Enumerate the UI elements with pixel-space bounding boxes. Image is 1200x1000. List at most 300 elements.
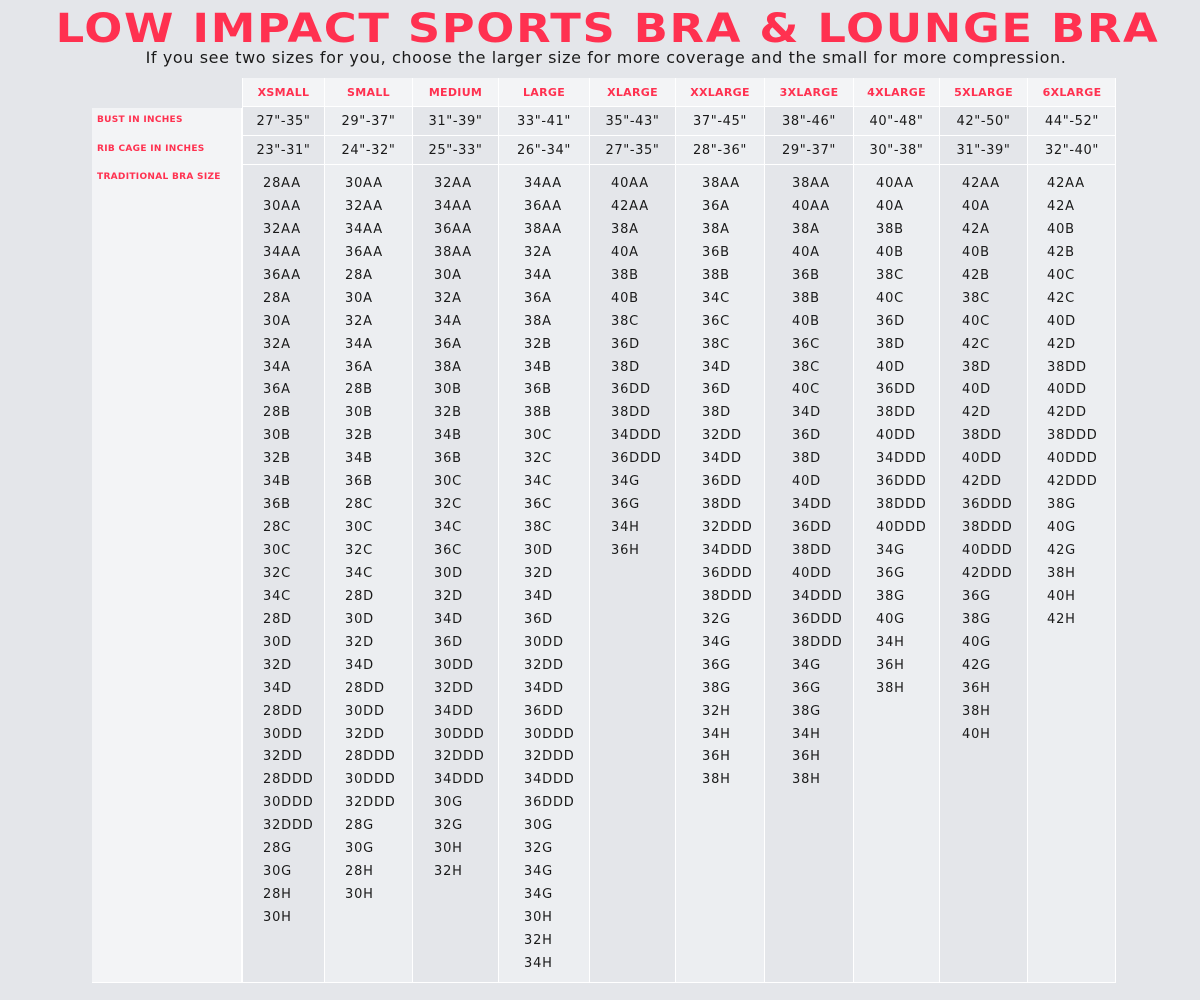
bra-size-item: 32C: [434, 497, 463, 513]
bra-size-item: 32DD: [263, 749, 303, 765]
bra-size-item: 36DD: [792, 520, 832, 536]
bra-size-item: 38H: [792, 772, 821, 788]
bra-size-item: 38C: [962, 290, 991, 306]
bra-size-item: 34G: [524, 887, 554, 903]
bra-size-item: 36A: [434, 336, 462, 352]
bra-size-item: 38DD: [792, 543, 832, 558]
bra-size-item: 40DD: [792, 565, 832, 581]
size-column-4xlarge: [853, 78, 939, 983]
bra-size-item: 38DD: [1047, 359, 1087, 375]
bra-size-item: 42B: [1047, 244, 1075, 260]
bra-size-item: 36DDD: [876, 474, 927, 490]
rib-range: 29"-37": [765, 136, 853, 165]
bra-size-item: 42DD: [962, 474, 1002, 490]
bra-size-item: 30DDD: [263, 795, 314, 811]
bra-size-item: 40DD: [962, 451, 1002, 467]
bra-size-item: 34A: [345, 336, 373, 352]
bra-size-list: [590, 165, 675, 563]
bra-size-list: [499, 165, 589, 976]
size-header: XSMALL: [243, 78, 324, 107]
chart-border-bottom: [92, 982, 1116, 984]
bra-size-item: 36G: [611, 497, 641, 513]
bra-size-item: 40D: [876, 359, 905, 375]
size-header: 5XLARGE: [940, 78, 1027, 107]
size-header: SMALL: [325, 78, 412, 107]
bra-size-item: 36DDD: [962, 497, 1013, 513]
bra-size-item: 36DD: [702, 474, 742, 490]
size-header: MEDIUM: [413, 78, 498, 107]
bra-size-item: 30D: [524, 543, 553, 558]
bra-size-item: 30C: [263, 543, 292, 558]
bra-size-item: 32A: [434, 290, 462, 306]
bra-size-item: 40B: [1047, 221, 1075, 237]
bra-size-item: 30DD: [524, 634, 564, 650]
bra-size-item: 34D: [524, 588, 553, 604]
bra-size-item: 38C: [792, 359, 821, 375]
bra-size-item: 42DD: [1047, 405, 1087, 421]
bra-size-item: 28AA: [263, 176, 301, 191]
bra-size-item: 34DDD: [434, 772, 485, 788]
bra-size-list: [1028, 165, 1116, 632]
bra-size-item: 28DD: [345, 680, 385, 696]
bra-size-item: 36DDD: [792, 611, 843, 627]
bra-size-item: 38A: [611, 221, 639, 237]
bra-size-item: 42C: [962, 336, 991, 352]
bra-size-item: 34H: [792, 726, 821, 742]
bra-size-item: 30D: [434, 565, 463, 581]
size-column-xxlarge: [675, 78, 764, 983]
bra-size-item: 38A: [702, 221, 730, 237]
bust-range: 40"-48": [854, 107, 939, 136]
bra-size-item: 42G: [1047, 543, 1077, 558]
bra-size-item: 30DDD: [524, 726, 575, 742]
bra-size-item: 36DD: [876, 382, 916, 398]
bra-size-item: 34G: [611, 474, 641, 490]
bra-size-item: 40A: [611, 244, 639, 260]
bra-size-item: 36H: [792, 749, 821, 765]
bra-size-list: [765, 165, 853, 792]
bra-size-item: 30G: [345, 841, 375, 857]
bra-size-item: 38DDD: [876, 497, 927, 513]
bra-size-item: 34DDD: [792, 588, 843, 604]
bra-size-item: 36AA: [263, 267, 301, 283]
bra-size-item: 34G: [702, 634, 732, 650]
bra-size-item: 36AA: [345, 244, 383, 260]
bra-size-item: 38DDD: [792, 634, 843, 650]
bra-size-item: 40G: [1047, 520, 1077, 536]
bra-size-item: 36B: [524, 382, 552, 398]
bra-size-item: 30B: [434, 382, 462, 398]
bra-size-item: 40AA: [792, 198, 830, 214]
bra-size-item: 38C: [702, 336, 731, 352]
bra-size-item: 40C: [962, 313, 991, 329]
bra-size-item: 42AA: [962, 176, 1000, 191]
bra-size-item: 40DDD: [962, 543, 1013, 558]
bra-size-item: 36D: [524, 611, 553, 627]
bra-size-item: 34AA: [263, 244, 301, 260]
page-title: LOW IMPACT SPORTS BRA & LOUNGE BRA: [55, 6, 1160, 52]
bra-size-item: 30D: [345, 611, 374, 627]
bra-size-item: 40B: [611, 290, 639, 306]
bra-size-item: 40A: [792, 244, 820, 260]
bust-range: 35"-43": [590, 107, 675, 136]
bra-size-item: 32DDD: [434, 749, 485, 765]
bra-size-item: 34A: [524, 267, 552, 283]
bra-size-item: 34B: [345, 451, 373, 467]
bra-size-item: 30C: [524, 428, 553, 444]
bra-size-item: 38H: [876, 680, 905, 696]
bra-size-item: 28G: [345, 818, 375, 834]
bra-size-item: 38DDD: [1047, 428, 1098, 444]
bra-size-item: 36H: [962, 680, 991, 696]
bra-size-item: 40B: [876, 244, 904, 260]
bra-size-item: 36G: [792, 680, 822, 696]
bra-size-item: 40DDD: [1047, 451, 1098, 467]
bra-size-item: 34C: [702, 290, 731, 306]
bra-size-item: 30C: [434, 474, 463, 490]
bra-size-item: 34C: [434, 520, 463, 536]
bra-size-item: 30G: [434, 795, 464, 811]
bra-size-item: 36G: [876, 565, 906, 581]
bra-size-list: [854, 165, 939, 701]
bra-size-item: 32DDD: [345, 795, 396, 811]
bra-size-item: 42A: [1047, 198, 1075, 214]
bra-size-item: 32H: [702, 703, 731, 719]
bra-size-item: 32H: [434, 864, 463, 880]
bra-size-item: 34C: [345, 565, 374, 581]
bra-size-item: 36D: [611, 336, 640, 352]
bra-size-item: 40D: [792, 474, 821, 490]
bra-size-item: 34G: [524, 864, 554, 880]
rib-range: 30"-38": [854, 136, 939, 165]
bra-size-item: 32A: [524, 244, 552, 260]
bra-size-item: 32DDD: [263, 818, 314, 834]
bra-size-item: 38G: [792, 703, 822, 719]
bra-size-item: 30DD: [263, 726, 303, 742]
bra-size-item: 32D: [345, 634, 374, 650]
size-header: XLARGE: [590, 78, 675, 107]
size-header: 6XLARGE: [1028, 78, 1116, 107]
bra-size-item: 40B: [792, 313, 820, 329]
bra-size-list: [413, 165, 498, 884]
bra-size-item: 32G: [434, 818, 464, 834]
rib-range: 25"-33": [413, 136, 498, 165]
bra-size-item: 28C: [263, 520, 292, 536]
bra-size-item: 34AA: [434, 198, 472, 214]
bra-size-item: 38C: [876, 267, 905, 283]
bra-size-item: 40G: [962, 634, 992, 650]
bra-size-item: 32D: [524, 565, 553, 581]
size-column-5xlarge: [939, 78, 1027, 983]
bra-size-item: 36B: [345, 474, 373, 490]
page-subtitle: If you see two sizes for you, choose the larger size for more coverage and the small for more compression.: [145, 48, 1067, 67]
bra-size-item: 36D: [434, 634, 463, 650]
bra-size-item: 28H: [263, 887, 292, 903]
bra-size-item: 38AA: [792, 176, 830, 191]
bra-size-item: 32H: [524, 932, 553, 948]
bra-size-item: 40D: [1047, 313, 1076, 329]
bra-size-item: 30A: [345, 290, 373, 306]
bra-size-item: 34H: [702, 726, 731, 742]
bra-size-item: 34DD: [702, 451, 742, 467]
bra-size-item: 30DD: [434, 657, 474, 673]
rib-range: 24"-32": [325, 136, 412, 165]
bra-size-item: 40DDD: [876, 520, 927, 536]
rib-range: 27"-35": [590, 136, 675, 165]
rib-range: 32"-40": [1028, 136, 1116, 165]
bra-size-item: 36B: [434, 451, 462, 467]
bra-size-item: 38B: [611, 267, 639, 283]
bra-size-item: 40DD: [876, 428, 916, 444]
size-column-medium: [412, 78, 498, 983]
bra-size-item: 34H: [524, 955, 553, 971]
bra-size-item: 32DD: [702, 428, 742, 444]
bra-size-item: 36A: [702, 198, 730, 214]
bra-size-item: 32DDD: [524, 749, 575, 765]
bra-size-item: 38D: [611, 359, 640, 375]
bra-size-item: 38A: [434, 359, 462, 375]
bra-size-item: 40A: [962, 198, 990, 214]
bra-size-item: 32DD: [345, 726, 385, 742]
bra-size-item: 38A: [524, 313, 552, 329]
bra-size-item: 28C: [345, 497, 374, 513]
bra-size-item: 40B: [962, 244, 990, 260]
bra-size-item: 30A: [263, 313, 291, 329]
bra-size-item: 34G: [876, 543, 906, 558]
bra-size-item: 30DDD: [345, 772, 396, 788]
bra-size-item: 38D: [962, 359, 991, 375]
bra-size-item: 42AA: [1047, 176, 1085, 191]
bra-size-item: 32DDD: [702, 520, 753, 536]
bra-size-item: 28D: [345, 588, 374, 604]
bra-size-item: 32AA: [345, 198, 383, 214]
rib-range: 28"-36": [676, 136, 764, 165]
bra-size-item: 38C: [611, 313, 640, 329]
bra-size-item: 30D: [263, 634, 292, 650]
size-chart: [92, 78, 1116, 983]
bra-size-item: 36H: [702, 749, 731, 765]
bra-size-item: 38A: [792, 221, 820, 237]
bra-size-list: [676, 165, 764, 792]
bra-size-item: 30H: [434, 841, 463, 857]
rib-range: 31"-39": [940, 136, 1027, 165]
bra-size-item: 40AA: [876, 176, 914, 191]
bust-range: 27"-35": [243, 107, 324, 136]
bra-size-item: 30AA: [345, 176, 383, 191]
bra-size-item: 40D: [962, 382, 991, 398]
bust-range: 44"-52": [1028, 107, 1116, 136]
bra-size-item: 34DDD: [524, 772, 575, 788]
bra-size-item: 32DD: [524, 657, 564, 673]
size-column-small: [324, 78, 412, 983]
bra-size-item: 42AA: [611, 198, 649, 214]
bra-size-list: [243, 165, 324, 930]
bra-size-item: 34H: [611, 520, 640, 536]
bra-size-item: 38D: [876, 336, 905, 352]
bra-size-item: 42B: [962, 267, 990, 283]
bra-size-item: 36DDD: [524, 795, 575, 811]
bust-row-label: BUST IN INCHES: [97, 115, 183, 125]
bra-size-item: 34B: [434, 428, 462, 444]
bra-size-item: 36DD: [524, 703, 564, 719]
bra-size-item: 36H: [876, 657, 905, 673]
bra-size-item: 38DD: [876, 405, 916, 421]
bra-size-item: 32AA: [263, 221, 301, 237]
bra-size-item: 34DDD: [611, 428, 662, 444]
bra-size-item: 38C: [524, 520, 553, 536]
bra-size-item: 32B: [263, 451, 291, 467]
bra-size-item: 30B: [263, 428, 291, 444]
bra-size-item: 30DD: [345, 703, 385, 719]
bra-size-item: 36DD: [611, 382, 651, 398]
bra-size-item: 38DD: [611, 405, 651, 421]
bra-size-item: 30B: [345, 405, 373, 421]
bra-size-item: 28DDD: [345, 749, 396, 765]
bra-size-item: 32C: [263, 565, 292, 581]
bra-size-item: 36DDD: [702, 565, 753, 581]
bra-size-item: 34D: [792, 405, 821, 421]
bra-size-item: 36C: [792, 336, 821, 352]
bra-size-item: 42DDD: [1047, 474, 1098, 490]
bra-size-item: 38B: [524, 405, 552, 421]
bra-size-item: 34DDD: [702, 543, 753, 558]
bra-size-item: 36A: [263, 382, 291, 398]
bra-size-item: 34C: [263, 588, 292, 604]
bra-size-item: 28B: [263, 405, 291, 421]
bra-size-item: 40DD: [1047, 382, 1087, 398]
bra-size-item: 32D: [263, 657, 292, 673]
bra-size-item: 38G: [876, 588, 906, 604]
bra-size-item: 38H: [1047, 565, 1076, 581]
bra-size-item: 30A: [434, 267, 462, 283]
bra-size-item: 40H: [962, 726, 991, 742]
bra-size-item: 40C: [1047, 267, 1076, 283]
bra-size-item: 32G: [702, 611, 732, 627]
bra-size-item: 30H: [524, 910, 553, 925]
bra-size-item: 36C: [434, 543, 463, 558]
bra-size-item: 28D: [263, 611, 292, 627]
size-column-xlarge: [589, 78, 675, 983]
bra-size-item: 40A: [876, 198, 904, 214]
bra-size-item: 38G: [962, 611, 992, 627]
bra-size-item: 36D: [792, 428, 821, 444]
size-column-large: [498, 78, 589, 983]
bra-size-item: 34H: [876, 634, 905, 650]
bra-size-item: 38B: [702, 267, 730, 283]
bra-size-list: [325, 165, 412, 907]
bra-size-item: 34B: [263, 474, 291, 490]
size-header: LARGE: [499, 78, 589, 107]
bust-range: 31"-39": [413, 107, 498, 136]
bra-size-item: 34DDD: [876, 451, 927, 467]
traditional-row-label: TRADITIONAL BRA SIZE: [97, 172, 221, 182]
bra-size-item: 38H: [702, 772, 731, 788]
bra-size-item: 36AA: [434, 221, 472, 237]
bust-range: 37"-45": [676, 107, 764, 136]
bra-size-item: 30AA: [263, 198, 301, 214]
bra-size-item: 38H: [962, 703, 991, 719]
size-column-6xlarge: [1027, 78, 1116, 983]
bra-size-item: 32DD: [434, 680, 474, 696]
bra-size-item: 36C: [524, 497, 553, 513]
bra-size-list: [940, 165, 1027, 746]
size-column-3xlarge: [764, 78, 853, 983]
bra-size-item: 32B: [434, 405, 462, 421]
bra-size-item: 38DDD: [702, 588, 753, 604]
bra-size-item: 32C: [345, 543, 374, 558]
bra-size-item: 32B: [345, 428, 373, 444]
bra-size-item: 30C: [345, 520, 374, 536]
bra-size-item: 28DDD: [263, 772, 314, 788]
bra-size-item: 38D: [792, 451, 821, 467]
bra-size-item: 32AA: [434, 176, 472, 191]
bra-size-item: 34DD: [792, 497, 832, 513]
bust-range: 42"-50": [940, 107, 1027, 136]
bra-size-item: 38AA: [434, 244, 472, 260]
bra-size-item: 42DDD: [962, 565, 1013, 581]
bra-size-item: 36B: [263, 497, 291, 513]
size-header: 4XLARGE: [854, 78, 939, 107]
bra-size-item: 34C: [524, 474, 553, 490]
bra-size-item: 34B: [524, 359, 552, 375]
bra-size-item: 38DDD: [962, 520, 1013, 536]
bra-size-item: 34AA: [345, 221, 383, 237]
bra-size-item: 32A: [263, 336, 291, 352]
bra-size-item: 36B: [702, 244, 730, 260]
bust-range: 33"-41": [499, 107, 589, 136]
bra-size-item: 28H: [345, 864, 374, 880]
size-header: 3XLARGE: [765, 78, 853, 107]
bra-size-item: 32A: [345, 313, 373, 329]
bra-size-item: 38G: [1047, 497, 1077, 513]
bra-size-item: 34D: [702, 359, 731, 375]
bra-size-item: 36G: [962, 588, 992, 604]
bra-size-item: 38G: [702, 680, 732, 696]
bra-size-item: 36G: [702, 657, 732, 673]
bra-size-item: 38B: [792, 290, 820, 306]
rib-range: 23"-31": [243, 136, 324, 165]
bra-size-item: 34A: [434, 313, 462, 329]
bra-size-item: 38AA: [524, 221, 562, 237]
bra-size-item: 30G: [524, 818, 554, 834]
bra-size-item: 30G: [263, 864, 293, 880]
bra-size-item: 36H: [611, 543, 640, 558]
bra-size-item: 36C: [702, 313, 731, 329]
bra-size-item: 34DD: [524, 680, 564, 696]
bra-size-item: 34A: [263, 359, 291, 375]
bra-size-item: 32G: [524, 841, 554, 857]
bra-size-item: 30H: [345, 887, 374, 903]
bra-size-item: 28G: [263, 841, 293, 857]
bra-size-item: 40H: [1047, 588, 1076, 604]
rib-range: 26"-34": [499, 136, 589, 165]
bra-size-item: 34D: [434, 611, 463, 627]
bra-size-item: 40C: [792, 382, 821, 398]
bra-size-item: 28DD: [263, 703, 303, 719]
bra-size-item: 34AA: [524, 176, 562, 191]
bra-size-item: 28A: [263, 290, 291, 306]
chart-border-right: [1115, 78, 1117, 983]
bra-size-item: 32D: [434, 588, 463, 604]
bust-range: 38"-46": [765, 107, 853, 136]
bra-size-item: 36A: [524, 290, 552, 306]
bra-size-item: 42D: [962, 405, 991, 421]
bra-size-item: 42H: [1047, 611, 1076, 627]
bra-size-item: 40G: [876, 611, 906, 627]
bra-size-item: 36AA: [524, 198, 562, 214]
bra-size-item: 38DD: [702, 497, 742, 513]
bra-size-item: 36B: [792, 267, 820, 283]
